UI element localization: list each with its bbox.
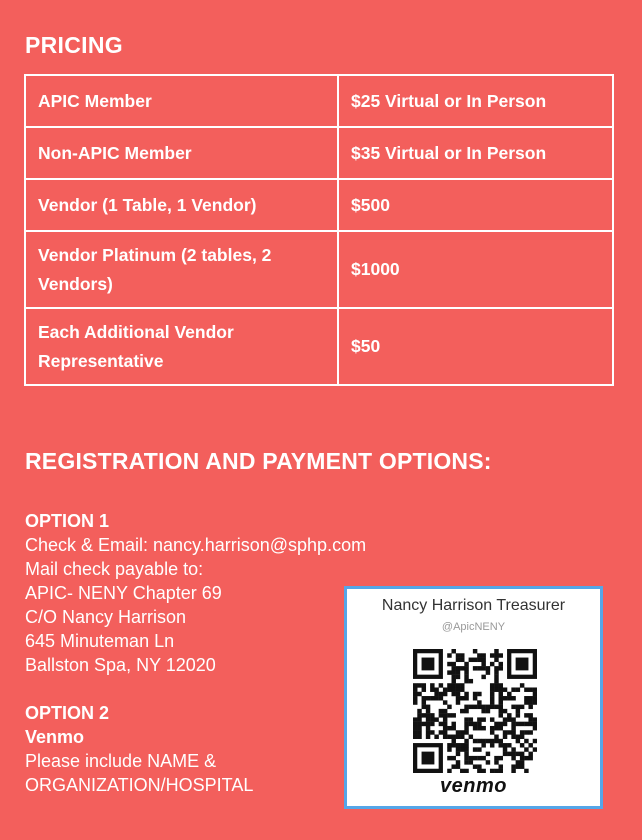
price-value: $500 xyxy=(338,179,613,231)
table-row xyxy=(25,127,613,179)
qr-code-icon[interactable] xyxy=(413,649,537,773)
venmo-name: Nancy Harrison Treasurer xyxy=(381,597,566,614)
option-1-line: C/O Nancy Harrison xyxy=(25,607,187,627)
option-1-line: Ballston Spa, NY 12020 xyxy=(25,655,216,675)
price-label: Non-APIC Member xyxy=(25,127,338,179)
table-row xyxy=(25,75,613,127)
table-row xyxy=(25,179,613,231)
venmo-handle: @ApicNENY xyxy=(441,621,506,633)
pricing-table xyxy=(24,74,614,386)
table-row xyxy=(25,231,613,308)
registration-heading: REGISTRATION AND PAYMENT OPTIONS: xyxy=(25,448,492,474)
price-label: Vendor (1 Table, 1 Vendor) xyxy=(25,179,338,231)
price-value: $35 Virtual or In Person xyxy=(338,127,613,179)
option-1-line: 645 Minuteman Ln xyxy=(25,631,175,651)
venmo-logo: venmo xyxy=(440,775,507,797)
option-2-title: OPTION 2 xyxy=(25,703,110,723)
option-2-line: ORGANIZATION/HOSPITAL xyxy=(25,775,254,795)
option-1-email-line: Check & Email: nancy.harrison@sphp.com xyxy=(25,535,367,555)
option-1-block xyxy=(25,509,366,677)
price-value: $25 Virtual or In Person xyxy=(338,75,613,127)
price-value: $1000 xyxy=(338,231,613,308)
price-label: APIC Member xyxy=(25,75,338,127)
option-2-block xyxy=(25,701,253,797)
price-value: $50 xyxy=(338,308,613,385)
price-label: Vendor Platinum (2 tables, 2 Vendors) xyxy=(25,231,338,308)
venmo-card xyxy=(344,586,603,809)
pricing-heading: PRICING xyxy=(25,32,123,58)
table-row xyxy=(25,308,613,385)
option-2-line: Please include NAME & xyxy=(25,751,217,771)
price-label: Each Additional Vendor Representative xyxy=(25,308,338,385)
option-1-line: APIC- NENY Chapter 69 xyxy=(25,583,222,603)
option-2-subtitle: Venmo xyxy=(25,727,85,747)
option-1-title: OPTION 1 xyxy=(25,511,110,531)
option-1-line: Mail check payable to: xyxy=(25,559,204,579)
